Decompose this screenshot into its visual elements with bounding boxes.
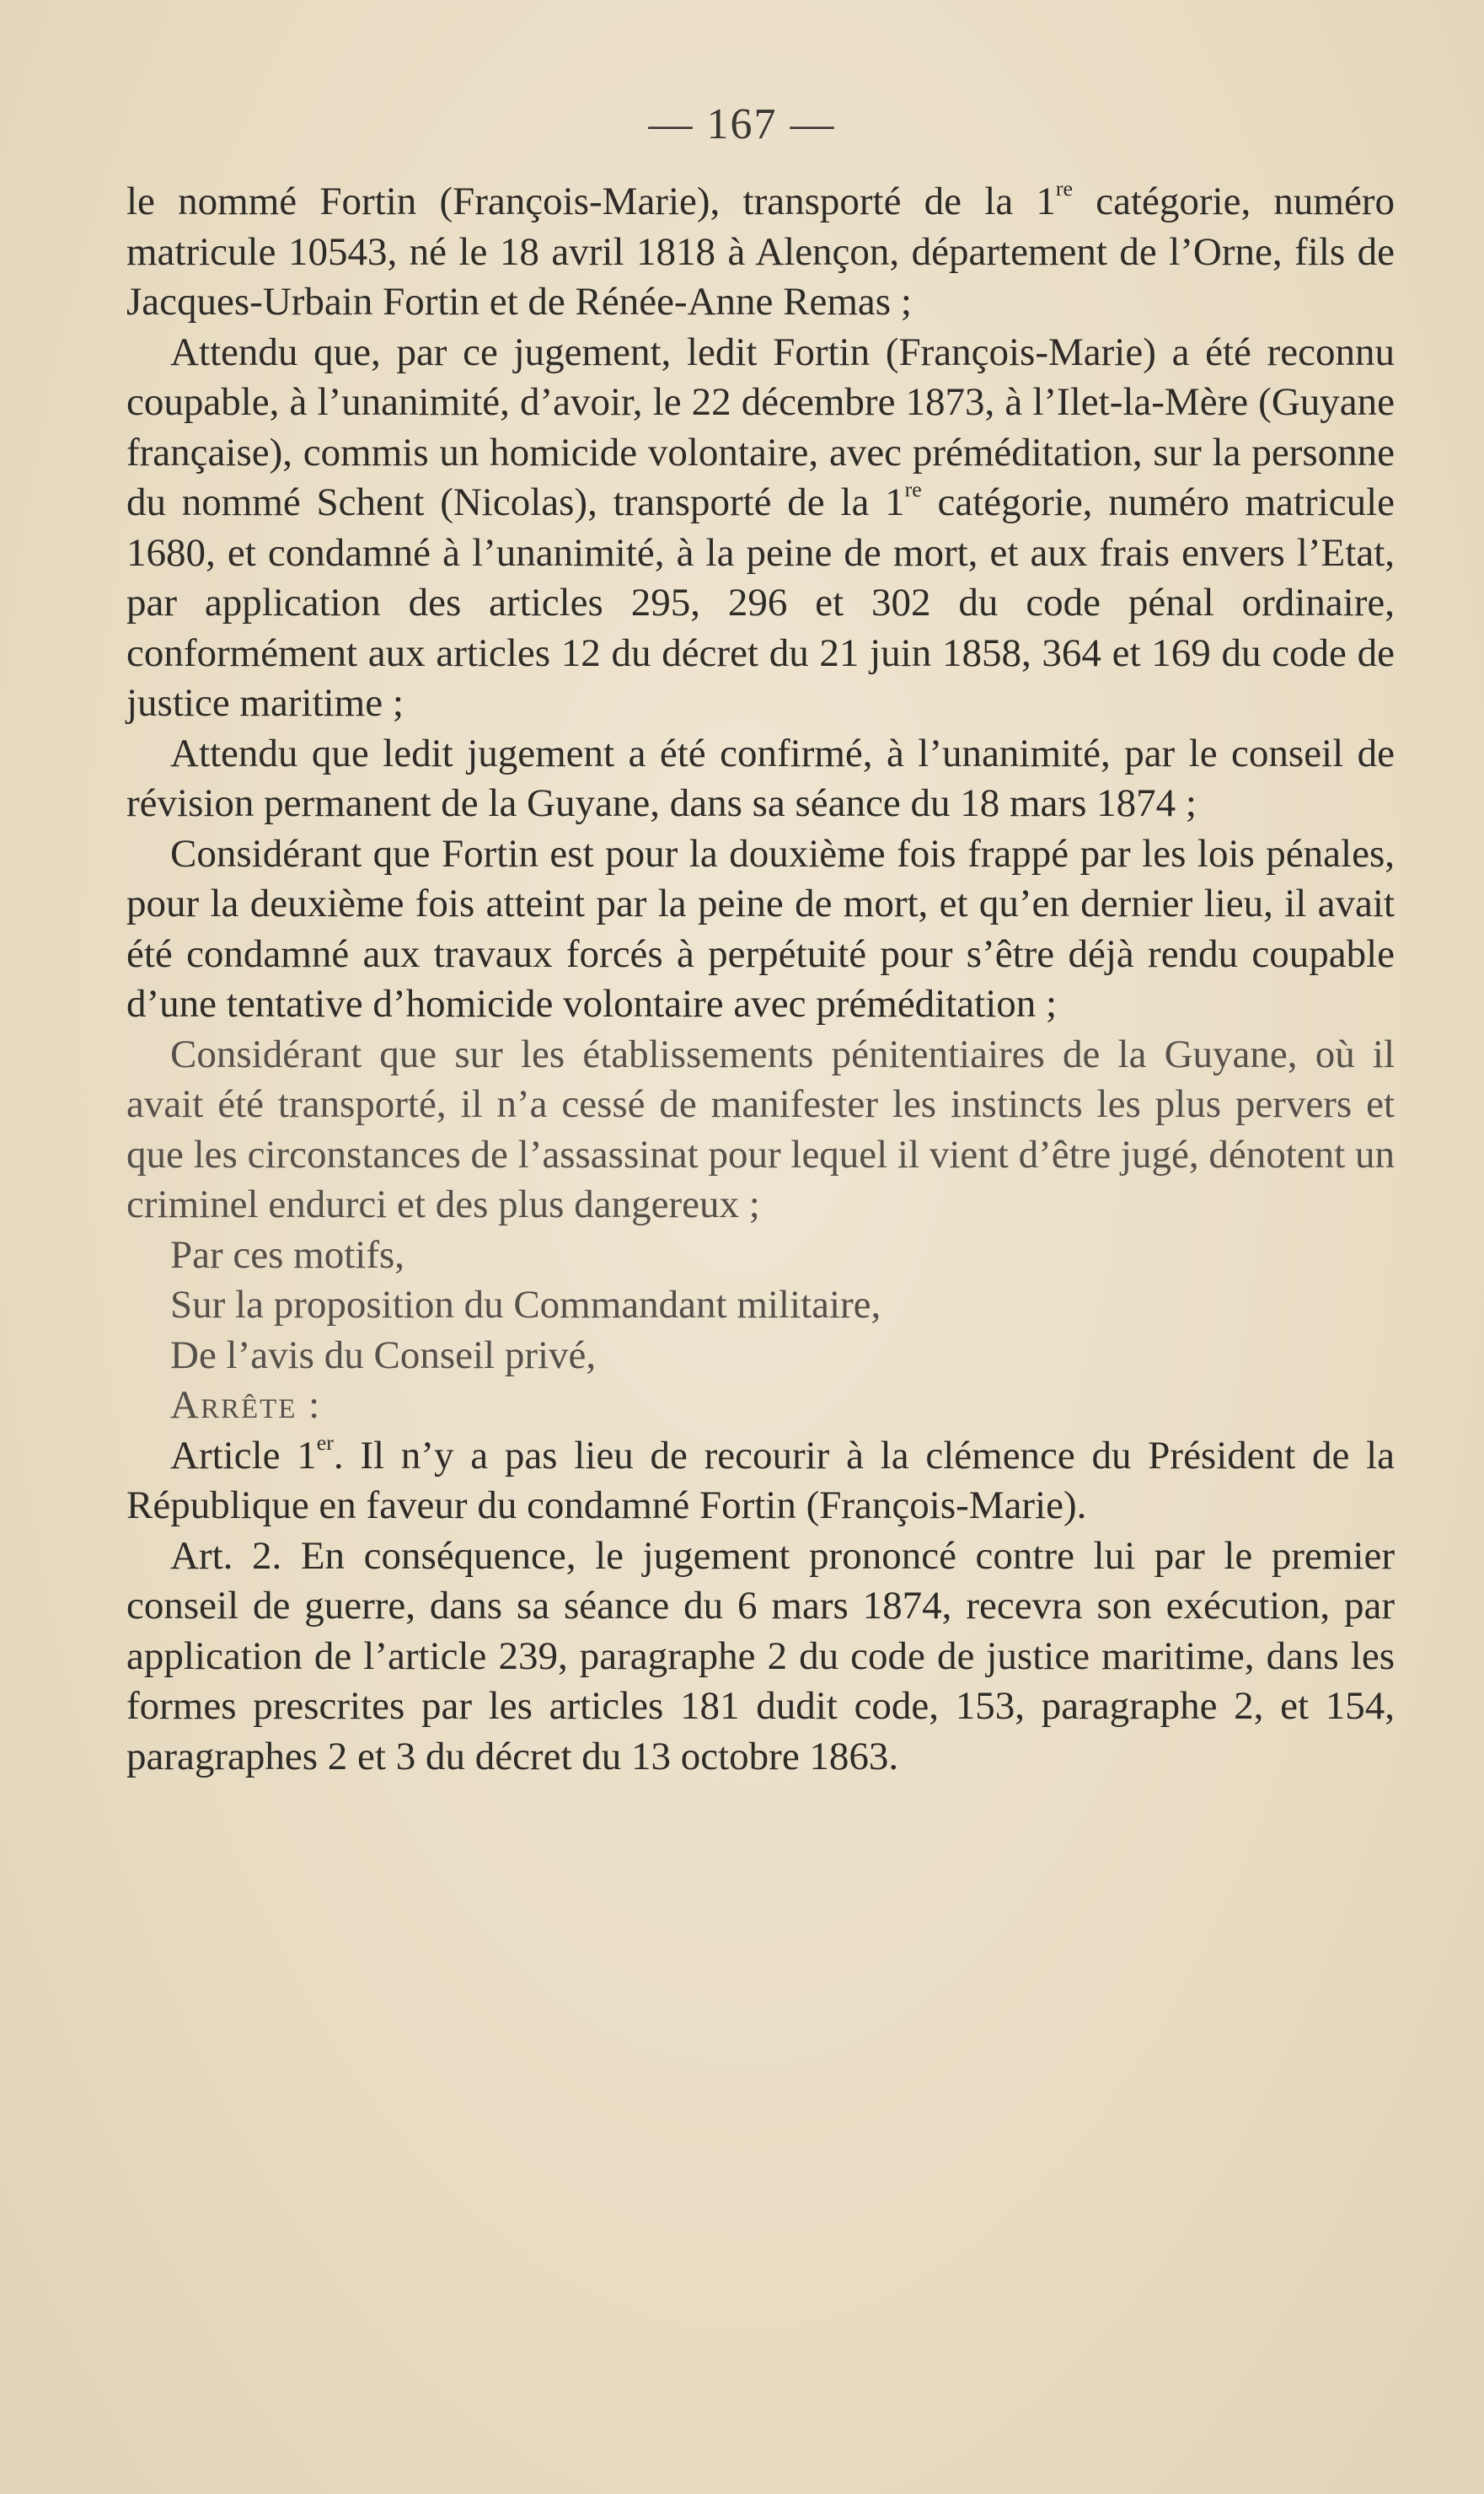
paragraph-article-1: Article 1er. Il n’y a pas lieu de recourir à la clémence du Président de la République en faveur du condamné Fortin (François-Marie). xyxy=(126,1429,1395,1527)
paragraph-avis-conseil: De l’avis du Conseil privé, xyxy=(170,1333,597,1377)
page-number: — 167 — xyxy=(648,100,836,148)
paragraph-proposition: Sur la proposition du Commandant militaire, xyxy=(170,1283,881,1327)
paragraph-considerant-conduct: Considérant que sur les établissements pénitentiaires de la Guyane, où il avait été transporté, il n’a cessé de manifester les instincts les plus pervers et que les circonstances de l’assassinat pour lequel il vient d’être jugé, dénotent un criminel endurci et des plus dangereux ; xyxy=(126,1032,1395,1226)
paragraph-considerant-record: Considérant que Fortin est pour la douxième fois frappé par les lois pénales, pour la deuxième fois atteint par la peine de mort, et qu’en dernier lieu, il avait été condamné aux travaux forcés à perpétuité pour s’être déjà rendu coupable d’une tentative d’homicide volontaire avec préméditation ; xyxy=(126,831,1395,1026)
body-text xyxy=(126,177,1395,1782)
paragraph-convict-identity: le nommé Fortin (François-Marie), transporté de la 1re catégorie, numéro matricule 10543, né le 18 avril 1818 à Alençon, département de l’Orne, fils de Jacques-Urbain Fortin et de Rénée-Anne Remas ; xyxy=(126,176,1395,324)
paragraph-attendu-verdict: Attendu que, par ce jugement, ledit Fortin (François-Marie) a été reconnu coupable, à l’unanimité, d’avoir, le 22 décembre 1873, à l’Ilet-la-Mère (Guyane française), commis un homicide volontaire, avec préméditation, sur la personne du nommé Schent (Nicolas), transporté de la 1re catégorie, numéro matricule 1680, et condamné à l’unanimité, à la peine de mort, et aux frais envers l’Etat, par application des articles 295, 296 et 302 du code pénal ordinaire, conformément aux articles 12 du décret du 21 juin 1858, 364 et 169 du code de justice maritime ; xyxy=(126,330,1396,725)
paragraph-par-ces-motifs: Par ces motifs, xyxy=(170,1232,405,1277)
paragraph-attendu-confirmation: Attendu que ledit jugement a été confirmé, à l’unanimité, par le conseil de révision permanent de la Guyane, dans sa séance du 18 mars 1874 ; xyxy=(126,731,1395,825)
paragraph-arrete-heading: Arrête : xyxy=(170,1383,322,1427)
paragraph-article-2: Art. 2. En conséquence, le jugement prononcé contre lui par le premier conseil de guerre, dans sa séance du 6 mars 1874, recevra son exécution, par application de l’article 239, paragraphe 2 du code de justice maritime, dans les formes prescrites par les articles 181 dudit code, 153, paragraphe 2, et 154, paragraphes 2 et 3 du décret du 13 octobre 1863. xyxy=(126,1533,1395,1778)
